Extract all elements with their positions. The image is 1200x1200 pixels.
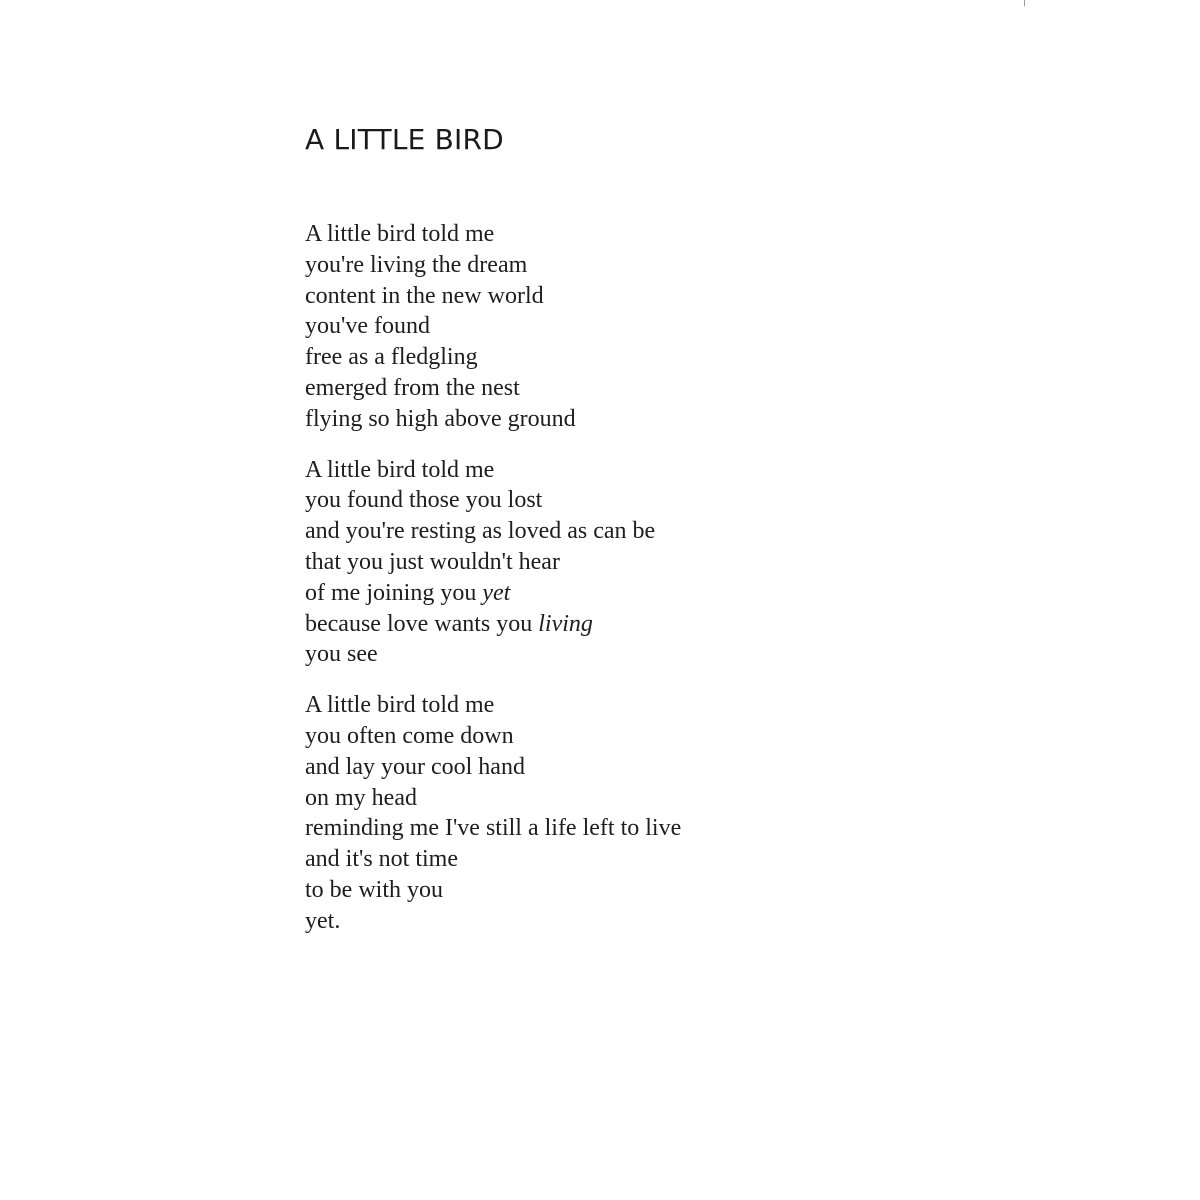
line-text: because love wants you [305,610,533,637]
poem-line: flying so high above ground [305,405,576,432]
poem-line: you found those you lost [305,487,543,514]
italic-word: yet [482,579,511,606]
poem-line: you see [305,641,378,668]
poem-line: free as a fledgling [305,344,478,371]
stanza-3 [305,690,1005,936]
stanza-2 [305,455,1005,671]
poem-line-with-italic [305,609,1005,640]
poem-line: you've found [305,313,430,340]
poem-line: and it's not time [305,846,458,873]
poem-line: yet. [305,907,341,934]
poem-line: emerged from the nest [305,374,520,401]
poem-line: to be with you [305,876,443,903]
poem-title: A LITTLE BIRD [305,123,504,156]
poem-line: that you just wouldn't hear [305,548,560,575]
line-text: of me joining you [305,579,477,606]
stanza-1 [305,219,1005,435]
italic-word: living [538,610,593,637]
poem-line: reminding me I've still a life left to live [305,815,682,842]
poem-line: on my head [305,784,417,811]
page-corner-mark [1024,0,1025,6]
poem [305,122,1005,957]
poem-line: you often come down [305,722,514,749]
poem-line: and lay your cool hand [305,753,525,780]
poem-line: you're living the dream [305,251,528,278]
poem-line: A little bird told me [305,221,495,247]
poem-line: and you're resting as loved as can be [305,518,656,545]
poem-line: A little bird told me [305,456,495,483]
poem-line: A little bird told me [305,692,495,719]
poem-stanzas [305,219,1005,937]
poem-line: content in the new world [305,282,544,309]
poem-line-with-italic [305,578,1005,609]
